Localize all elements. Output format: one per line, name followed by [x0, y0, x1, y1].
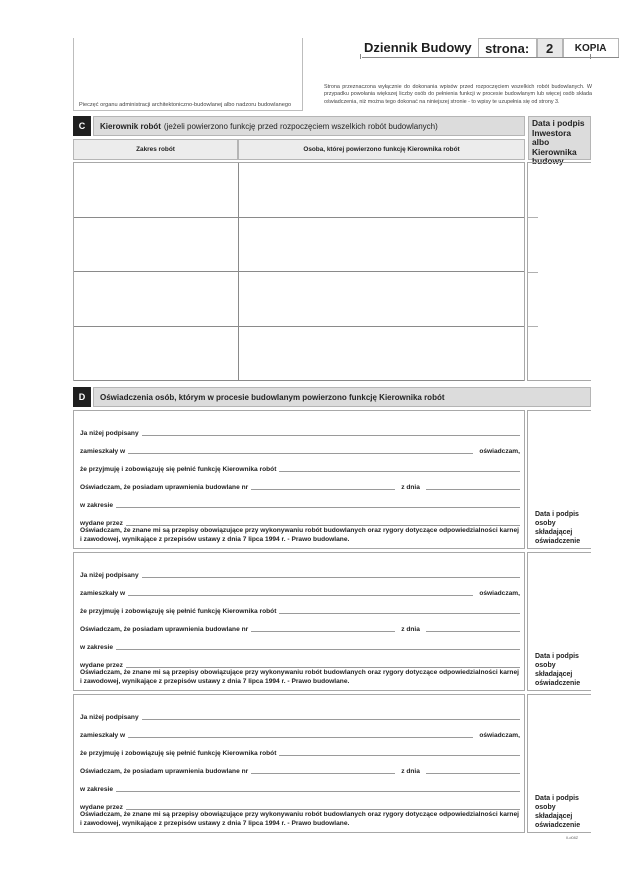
scope-label: w zakresie — [80, 502, 113, 509]
table-row — [74, 163, 524, 218]
declaration-block — [73, 410, 525, 549]
signed-field[interactable] — [142, 719, 520, 720]
issued-label: wydane przez — [80, 520, 123, 527]
page-label: strona: — [478, 38, 537, 57]
accept-line[interactable] — [80, 463, 520, 473]
person-cell[interactable] — [239, 327, 524, 381]
declare-label: oświadczam, — [479, 732, 520, 739]
resident-line[interactable] — [80, 587, 520, 597]
scope-label: w zakresie — [80, 644, 113, 651]
column-header-person: Osoba, której powierzono funkcję Kierownika robót — [238, 139, 525, 160]
declaration-text: Oświadczam, że znane mi są przepisy obowiązujące przy wykonywaniu robót budowlanych oraz rygory dotyczące odpowiedzialności karnej i zawodowej, wynikające z przepisów ustawy z dnia 7 lipca 1994 r. - Prawo budowlane. — [80, 669, 519, 685]
resident-label: zamieszkały w — [80, 590, 126, 597]
license-number-field[interactable] — [251, 631, 395, 632]
row-tick — [528, 326, 538, 327]
license-date-field[interactable] — [426, 489, 520, 490]
scope-field[interactable] — [116, 791, 520, 792]
person-cell[interactable] — [239, 272, 524, 326]
issued-line[interactable] — [80, 517, 520, 527]
license-number-field[interactable] — [251, 773, 395, 774]
column-header-scope: Zakres robót — [73, 139, 238, 160]
section-c-table — [73, 162, 525, 381]
accept-label: że przyjmuję i zobowiązuję się pełnić funkcję Kierownika robót — [80, 466, 277, 473]
issued-label: wydane przez — [80, 804, 123, 811]
person-cell[interactable] — [239, 218, 524, 272]
section-c-title — [93, 116, 525, 136]
scope-line[interactable] — [80, 499, 520, 509]
signature-caption: Data i podpis osoby składającej oświadczenie — [535, 511, 581, 545]
license-line[interactable] — [80, 623, 520, 633]
scope-cell[interactable] — [74, 218, 238, 272]
row-tick — [528, 272, 538, 273]
column-divider — [238, 163, 239, 380]
signed-label: Ja niżej podpisany — [80, 714, 139, 721]
stamp-box — [73, 38, 303, 111]
section-d-title: Oświadczenia osób, którym w procesie budowlanym powierzono funkcję Kierownika robót — [93, 387, 591, 407]
signed-label: Ja niżej podpisany — [80, 430, 139, 437]
resident-field[interactable] — [128, 453, 473, 454]
accept-label: że przyjmuję i zobowiązuję się pełnić funkcję Kierownika robót — [80, 608, 277, 615]
accept-field[interactable] — [279, 613, 520, 614]
date-label: z dnia — [401, 484, 420, 491]
section-d-letter: D — [73, 387, 91, 407]
date-label: z dnia — [401, 768, 420, 775]
table-row — [74, 218, 524, 273]
declare-label: oświadczam, — [479, 448, 520, 455]
accept-line[interactable] — [80, 747, 520, 757]
table-row — [74, 272, 524, 327]
section-c-letter: C — [73, 116, 91, 136]
resident-field[interactable] — [128, 737, 473, 738]
form-code: II-d08Z — [566, 836, 579, 840]
accept-label: że przyjmuję i zobowiązuję się pełnić funkcję Kierownika robót — [80, 750, 277, 757]
scope-field[interactable] — [116, 649, 520, 650]
scope-field[interactable] — [116, 507, 520, 508]
license-date-field[interactable] — [426, 631, 520, 632]
document-header — [362, 38, 619, 58]
page-number: 2 — [537, 38, 563, 57]
table-row — [74, 327, 524, 382]
issued-line[interactable] — [80, 801, 520, 811]
license-label: Oświadczam, że posiadam uprawnienia budowlane nr — [80, 484, 249, 491]
scope-cell[interactable] — [74, 272, 238, 326]
signed-line[interactable] — [80, 427, 520, 437]
issued-label: wydane przez — [80, 662, 123, 669]
resident-label: zamieszkały w — [80, 448, 126, 455]
scope-line[interactable] — [80, 641, 520, 651]
scope-cell[interactable] — [74, 327, 238, 381]
declaration-signature-box[interactable] — [527, 410, 591, 549]
signed-field[interactable] — [142, 435, 520, 436]
accept-line[interactable] — [80, 605, 520, 615]
license-number-field[interactable] — [251, 489, 395, 490]
scope-label: w zakresie — [80, 786, 113, 793]
resident-line[interactable] — [80, 445, 520, 455]
signed-label: Ja niżej podpisany — [80, 572, 139, 579]
row-tick — [528, 217, 538, 218]
scope-cell[interactable] — [74, 163, 238, 217]
page-note: Strona przeznaczona wyłącznie do dokonania wpisów przed rozpoczęciem wszelkich robót budowlanych. W przypadku powołania większej liczby osób do pełnienia funkcji w procesie budowlanym lub więcej osób składa oświadczenia, niż można tego dokonać na niniejszej stronie - to wpisy te uzupełnia się od strony 3. — [324, 84, 592, 105]
signed-line[interactable] — [80, 569, 520, 579]
license-line[interactable] — [80, 765, 520, 775]
section-c-signature-column[interactable] — [527, 162, 591, 381]
signed-field[interactable] — [142, 577, 520, 578]
signed-line[interactable] — [80, 711, 520, 721]
copy-label: KOPIA — [563, 38, 619, 57]
accept-field[interactable] — [279, 755, 520, 756]
license-label: Oświadczam, że posiadam uprawnienia budowlane nr — [80, 768, 249, 775]
accept-field[interactable] — [279, 471, 520, 472]
resident-field[interactable] — [128, 595, 473, 596]
header-tick-left — [360, 54, 361, 59]
license-date-field[interactable] — [426, 773, 520, 774]
declaration-signature-box[interactable] — [527, 552, 591, 691]
declaration-text: Oświadczam, że znane mi są przepisy obowiązujące przy wykonywaniu robót budowlanych oraz rygory dotyczące odpowiedzialności karnej i zawodowej, wynikające z przepisów ustawy z dnia 7 lipca 1994 r. - Prawo budowlane. — [80, 527, 519, 543]
signature-caption: Data i podpis osoby składającej oświadczenie — [535, 653, 581, 687]
stamp-label: Pieczęć organu administracji architektoniczno-budowlanej albo nadzoru budowlanego — [79, 102, 292, 108]
date-label: z dnia — [401, 626, 420, 633]
declare-label: oświadczam, — [479, 590, 520, 597]
scope-line[interactable] — [80, 783, 520, 793]
header-tick-right — [590, 54, 591, 59]
section-c-title-bold: Kierownik robót — [100, 121, 161, 131]
resident-label: zamieszkały w — [80, 732, 126, 739]
issued-field[interactable] — [126, 809, 520, 810]
issued-line[interactable] — [80, 659, 520, 669]
declaration-block — [73, 694, 525, 833]
declaration-signature-box[interactable] — [527, 694, 591, 833]
signature-caption: Data i podpis osoby składającej oświadczenie — [535, 795, 581, 829]
issued-field[interactable] — [126, 525, 520, 526]
issued-field[interactable] — [126, 667, 520, 668]
document-title: Dziennik Budowy — [364, 40, 472, 55]
license-label: Oświadczam, że posiadam uprawnienia budowlane nr — [80, 626, 249, 633]
declaration-text: Oświadczam, że znane mi są przepisy obowiązujące przy wykonywaniu robót budowlanych oraz rygory dotyczące odpowiedzialności karnej i zawodowej, wynikające z przepisów ustawy z dnia 7 lipca 1994 r. - Prawo budowlane. — [80, 811, 519, 827]
license-line[interactable] — [80, 481, 520, 491]
declaration-block — [73, 552, 525, 691]
person-cell[interactable] — [239, 163, 524, 217]
resident-line[interactable] — [80, 729, 520, 739]
section-c-signature-header: Data i podpis Inwestora albo Kierownika budowy — [528, 116, 591, 160]
section-c-title-rest: (jeżeli powierzono funkcję przed rozpoczęciem wszelkich robót budowlanych) — [163, 121, 438, 131]
